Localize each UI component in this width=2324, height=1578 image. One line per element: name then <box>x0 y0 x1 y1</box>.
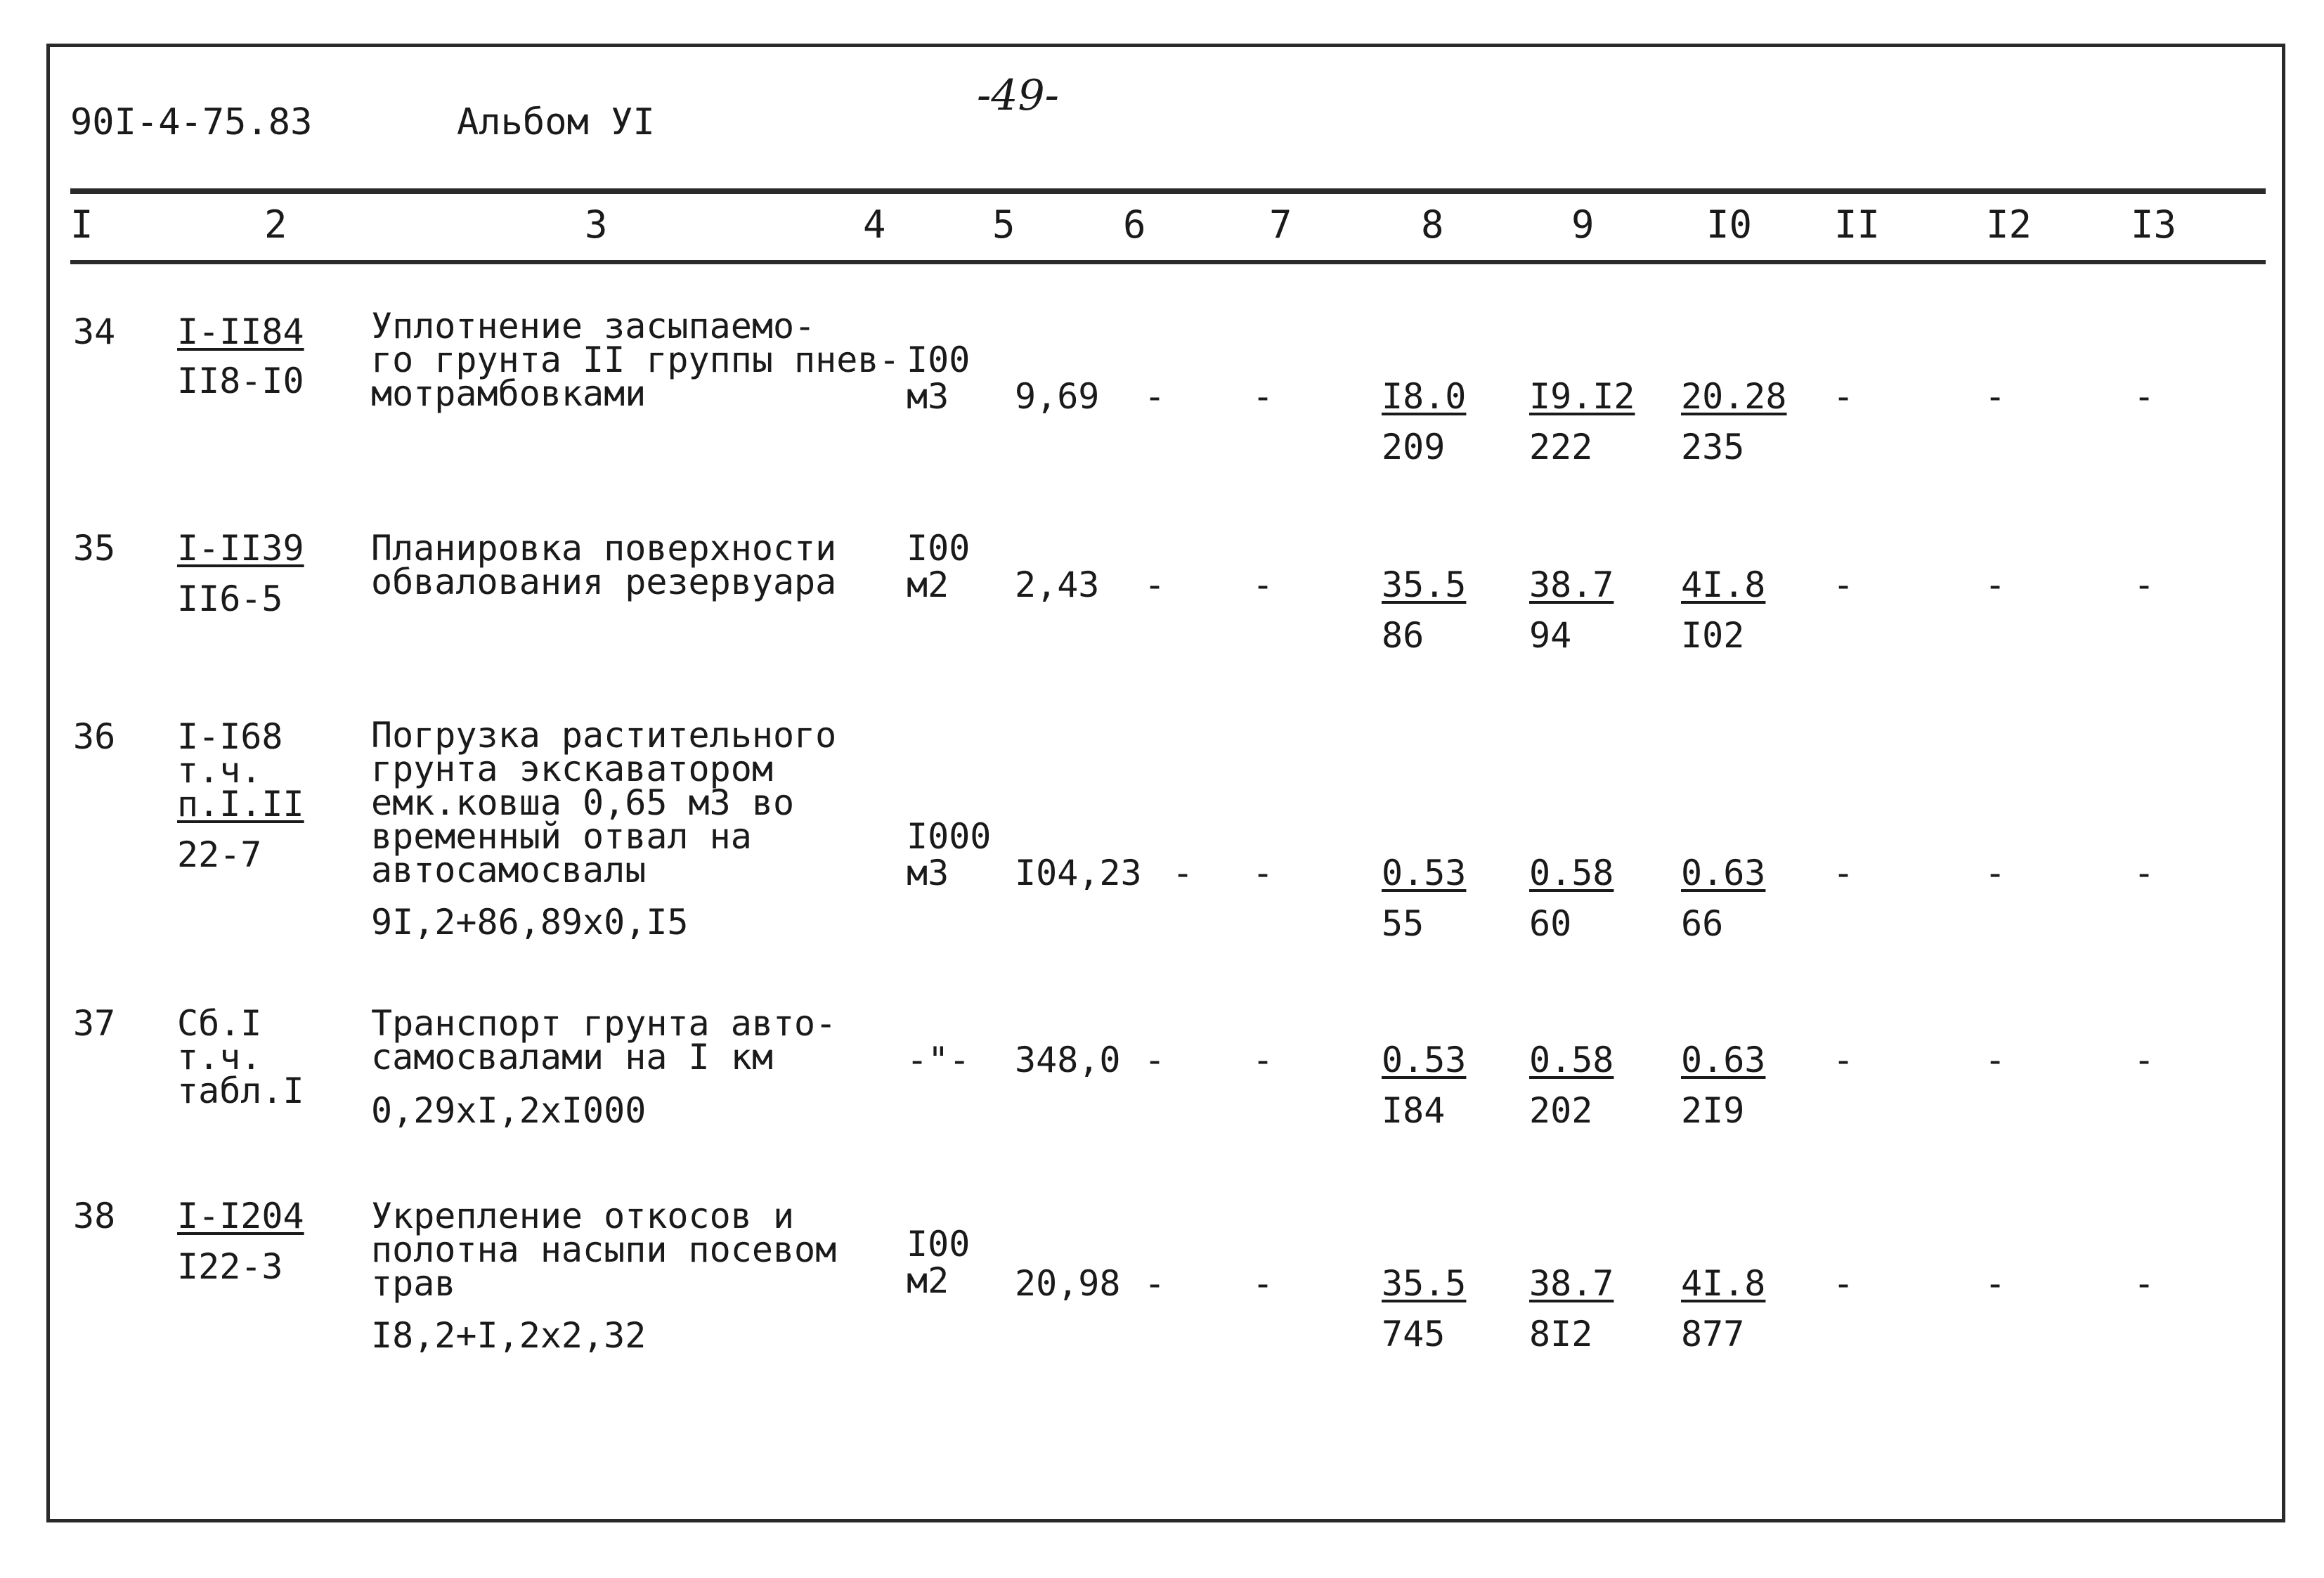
col7-value: - <box>1252 1263 1274 1304</box>
col-num-6: 6 <box>1123 202 1146 247</box>
unit-line: м2 <box>907 564 949 605</box>
col6-value: - <box>1144 1263 1166 1304</box>
col-num-9: 9 <box>1571 202 1595 247</box>
norm-subcode: II6-5 <box>177 578 283 619</box>
col6-value: - <box>1144 564 1166 605</box>
col-num-3: 3 <box>585 202 608 247</box>
col8-bottom: 86 <box>1382 615 1424 656</box>
unit-line: I00 <box>907 528 971 569</box>
col-num-1: I <box>70 202 93 247</box>
col8-top: 35.5 <box>1382 1263 1467 1304</box>
col-num-8: 8 <box>1421 202 1444 247</box>
work-description-line: Погрузка растительного <box>371 715 837 756</box>
col7-value: - <box>1252 853 1274 893</box>
col10-bottom: 2I9 <box>1681 1090 1745 1131</box>
col-num-10: I0 <box>1706 202 1753 247</box>
norm-subcode: т.ч. <box>177 1037 262 1078</box>
col6-value: - <box>1172 853 1194 893</box>
col-num-4: 4 <box>863 202 886 247</box>
album-label: Альбом УI <box>457 101 655 143</box>
col10-top: 4I.8 <box>1681 564 1766 605</box>
col9-top: 38.7 <box>1529 564 1614 605</box>
col8-top: 0.53 <box>1382 853 1467 893</box>
work-description-line: самосвалами на I км <box>371 1037 773 1078</box>
quantity: 9,69 <box>1015 376 1100 417</box>
row-number: 35 <box>73 528 116 569</box>
unit-line: м2 <box>907 1260 949 1301</box>
norm-code: I-I204 <box>177 1196 304 1236</box>
col10-bottom: I02 <box>1681 615 1745 656</box>
work-description-line: Планировка поверхности <box>371 528 837 569</box>
col12-value: - <box>1985 376 2006 417</box>
col12-value: - <box>1985 1263 2006 1304</box>
work-description-line: автосамосвалы <box>371 850 647 891</box>
unit-line: м3 <box>907 376 949 417</box>
row-number: 37 <box>73 1003 116 1044</box>
col10-top: 0.63 <box>1681 853 1766 893</box>
norm-subcode: т.ч. <box>177 750 262 791</box>
quantity-formula: 0,29xI,2xI000 <box>371 1090 647 1131</box>
col12-value: - <box>1985 1040 2006 1080</box>
col13-value: - <box>2134 1040 2155 1080</box>
work-description-line: емк.ковша 0,65 м3 во <box>371 782 795 823</box>
col13-value: - <box>2134 564 2155 605</box>
work-description-line: трав <box>371 1263 456 1304</box>
col10-bottom: 235 <box>1681 427 1745 467</box>
col7-value: - <box>1252 564 1274 605</box>
col9-top: 0.58 <box>1529 853 1614 893</box>
col9-top: 0.58 <box>1529 1040 1614 1080</box>
col9-bottom: 222 <box>1529 427 1593 467</box>
col-num-12: I2 <box>1986 202 2032 247</box>
col9-bottom: 8I2 <box>1529 1314 1593 1354</box>
col8-top: 35.5 <box>1382 564 1467 605</box>
col9-bottom: 94 <box>1529 615 1572 656</box>
work-description-line: го грунта II группы пнев- <box>371 339 900 380</box>
norm-code: I-I68 <box>177 716 283 757</box>
quantity: 348,0 <box>1015 1040 1121 1080</box>
norm-subcode: 22-7 <box>177 834 262 875</box>
col10-top: 20.28 <box>1681 376 1787 417</box>
document-code: 90I-4-75.83 <box>70 101 313 143</box>
norm-subcode: табл.I <box>177 1071 304 1111</box>
norm-subcode: II8-I0 <box>177 361 304 401</box>
col-num-13: I3 <box>2131 202 2177 247</box>
col11-value: - <box>1833 853 1855 893</box>
row-number: 34 <box>73 311 116 352</box>
col12-value: - <box>1985 564 2006 605</box>
col-num-11: II <box>1834 202 1881 247</box>
col6-value: - <box>1144 1040 1166 1080</box>
col11-value: - <box>1833 376 1855 417</box>
col8-bottom: 55 <box>1382 903 1424 944</box>
col9-top: I9.I2 <box>1529 376 1635 417</box>
norm-subcode: I22-3 <box>177 1246 283 1287</box>
header-rule-bottom <box>70 260 2266 264</box>
work-description-line: полотна насыпи посевом <box>371 1229 837 1270</box>
row-number: 38 <box>73 1196 116 1236</box>
sheet-number: -49- <box>977 71 1059 120</box>
quantity: 20,98 <box>1015 1263 1121 1304</box>
col-num-7: 7 <box>1269 202 1292 247</box>
work-description-line: Уплотнение засыпаемо- <box>371 306 816 347</box>
norm-code: Сб.I <box>177 1003 262 1044</box>
col10-top: 4I.8 <box>1681 1263 1766 1304</box>
col10-top: 0.63 <box>1681 1040 1766 1080</box>
col10-bottom: 877 <box>1681 1314 1745 1354</box>
row-number: 36 <box>73 716 116 757</box>
norm-subcode: п.I.II <box>177 784 304 824</box>
col11-value: - <box>1833 564 1855 605</box>
unit-line: м3 <box>907 853 949 893</box>
quantity-formula: 9I,2+86,89x0,I5 <box>371 902 689 943</box>
col11-value: - <box>1833 1263 1855 1304</box>
col6-value: - <box>1144 376 1166 417</box>
unit-line: I000 <box>907 816 992 857</box>
col13-value: - <box>2134 376 2155 417</box>
col9-top: 38.7 <box>1529 1263 1614 1304</box>
quantity-formula: I8,2+I,2x2,32 <box>371 1315 647 1356</box>
col13-value: - <box>2134 1263 2155 1304</box>
work-description-line: Транспорт грунта авто- <box>371 1003 837 1044</box>
work-description-line: временный отвал на <box>371 816 752 857</box>
quantity: I04,23 <box>1015 853 1142 893</box>
unit-line: I00 <box>907 1224 971 1265</box>
norm-code: I-II84 <box>177 311 304 352</box>
work-description-line: мотрамбовками <box>371 373 647 414</box>
quantity: 2,43 <box>1015 564 1100 605</box>
col8-bottom: 209 <box>1382 427 1446 467</box>
work-description-line: грунта экскаватором <box>371 749 773 789</box>
work-description-line: Укрепление откосов и <box>371 1196 795 1236</box>
norm-code: I-II39 <box>177 528 304 569</box>
col12-value: - <box>1985 853 2006 893</box>
col8-bottom: 745 <box>1382 1314 1446 1354</box>
col-num-5: 5 <box>992 202 1015 247</box>
col-num-2: 2 <box>264 202 287 247</box>
col8-top: I8.0 <box>1382 376 1467 417</box>
col7-value: - <box>1252 1040 1274 1080</box>
col7-value: - <box>1252 376 1274 417</box>
unit-line: -"- <box>907 1040 971 1080</box>
col8-top: 0.53 <box>1382 1040 1467 1080</box>
col8-bottom: I84 <box>1382 1090 1446 1131</box>
header-rule-top <box>70 188 2266 194</box>
col9-bottom: 60 <box>1529 903 1572 944</box>
col13-value: - <box>2134 853 2155 893</box>
col11-value: - <box>1833 1040 1855 1080</box>
col9-bottom: 202 <box>1529 1090 1593 1131</box>
work-description-line: обвалования резервуара <box>371 562 837 602</box>
col10-bottom: 66 <box>1681 903 1724 944</box>
unit-line: I00 <box>907 339 971 380</box>
